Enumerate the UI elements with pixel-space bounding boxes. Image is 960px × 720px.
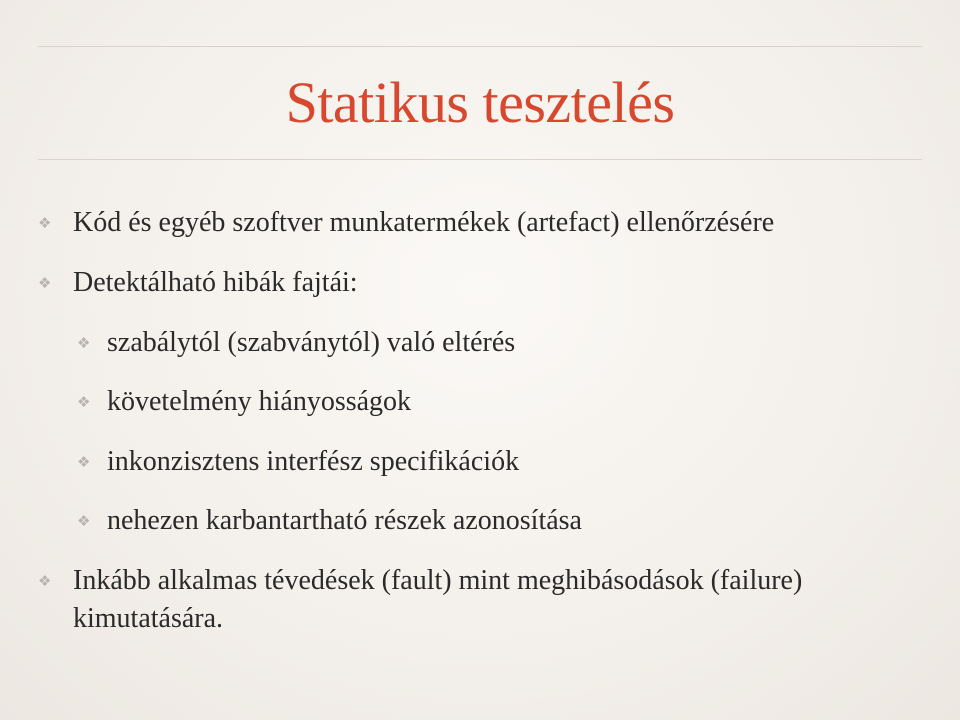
diamond-bullet-icon: ❖ [38,572,52,590]
bullet-text: követelmény hiányosságok [107,386,412,417]
bullet-text: Detektálható hibák fajtái: [73,267,358,298]
bullet-item [38,264,358,302]
bullet-text: nehezen karbantartható részek azonosítása [107,505,582,536]
sub-bullet-item [77,443,520,481]
bullet-text: Inkább alkalmas tévedések (fault) mint meghibásodások (failure) kimutatására. [73,565,803,634]
bullet-text: szabálytól (szabványtól) való eltérés [107,327,516,358]
diamond-bullet-icon: ❖ [77,453,91,471]
diamond-bullet-icon: ❖ [77,334,91,352]
bullet-item [38,562,873,638]
slide-title: Statikus tesztelés [285,70,675,135]
sub-bullet-item [77,383,412,421]
sub-bullet-item [77,324,516,362]
bullet-text: Kód és egyéb szoftver munkatermékek (artefact) ellenőrzésére [73,207,775,238]
diamond-bullet-icon: ❖ [38,214,52,232]
diamond-bullet-icon: ❖ [77,393,91,411]
bullet-item [38,204,775,242]
diamond-bullet-icon: ❖ [38,274,52,292]
sub-bullet-item [77,502,582,540]
diamond-bullet-icon: ❖ [77,512,91,530]
bullet-text: inkonzisztens interfész specifikációk [107,446,520,477]
